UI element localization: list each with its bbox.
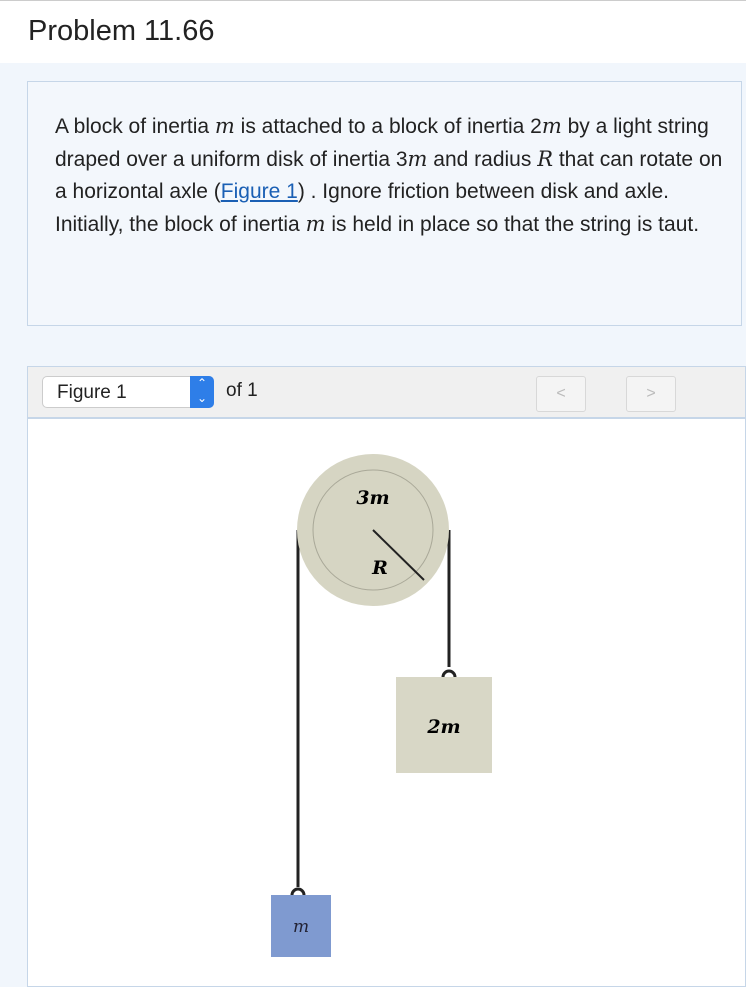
problem-statement <box>27 81 742 326</box>
page-title: Problem 11.66 <box>28 15 215 47</box>
math-m: m <box>541 114 562 138</box>
figure-viewer <box>27 366 746 987</box>
text: A block of inertia <box>55 115 215 138</box>
right-block-label: 2m <box>427 716 461 738</box>
text: that can rotate on a horizontal axle ( <box>55 148 723 203</box>
next-figure-button[interactable]: > <box>626 376 676 412</box>
problem-text <box>55 110 725 241</box>
disk-label: 3m <box>356 487 390 509</box>
select-stepper-icon: ⌃ ⌄ <box>190 376 214 408</box>
right-hook <box>443 671 455 677</box>
text: is attached to a block of inertia 2 <box>234 115 542 138</box>
figure-toolbar <box>28 367 745 419</box>
text: and radius <box>427 148 538 171</box>
text: ) . Ignore friction between disk and axle. Initially, the block of inertia <box>55 180 670 236</box>
math-m: m <box>214 114 235 138</box>
math-R: R <box>537 147 554 171</box>
prev-figure-button[interactable]: < <box>536 376 586 412</box>
math-m: m <box>305 212 326 236</box>
radius-label: R <box>372 557 388 579</box>
figure-select-value: Figure 1 <box>57 382 127 403</box>
pulley-diagram <box>28 418 745 988</box>
text: is held in place so that the string is taut. <box>325 213 700 236</box>
figure-1-link[interactable]: Figure 1 <box>220 180 298 203</box>
figure-select[interactable] <box>42 376 214 408</box>
figure-count: of 1 <box>226 380 258 401</box>
text: by a light string draped over a uniform disk of inertia 3 <box>55 115 709 171</box>
math-m: m <box>407 147 428 171</box>
left-hook <box>292 889 304 895</box>
left-block-label: m <box>292 917 310 937</box>
